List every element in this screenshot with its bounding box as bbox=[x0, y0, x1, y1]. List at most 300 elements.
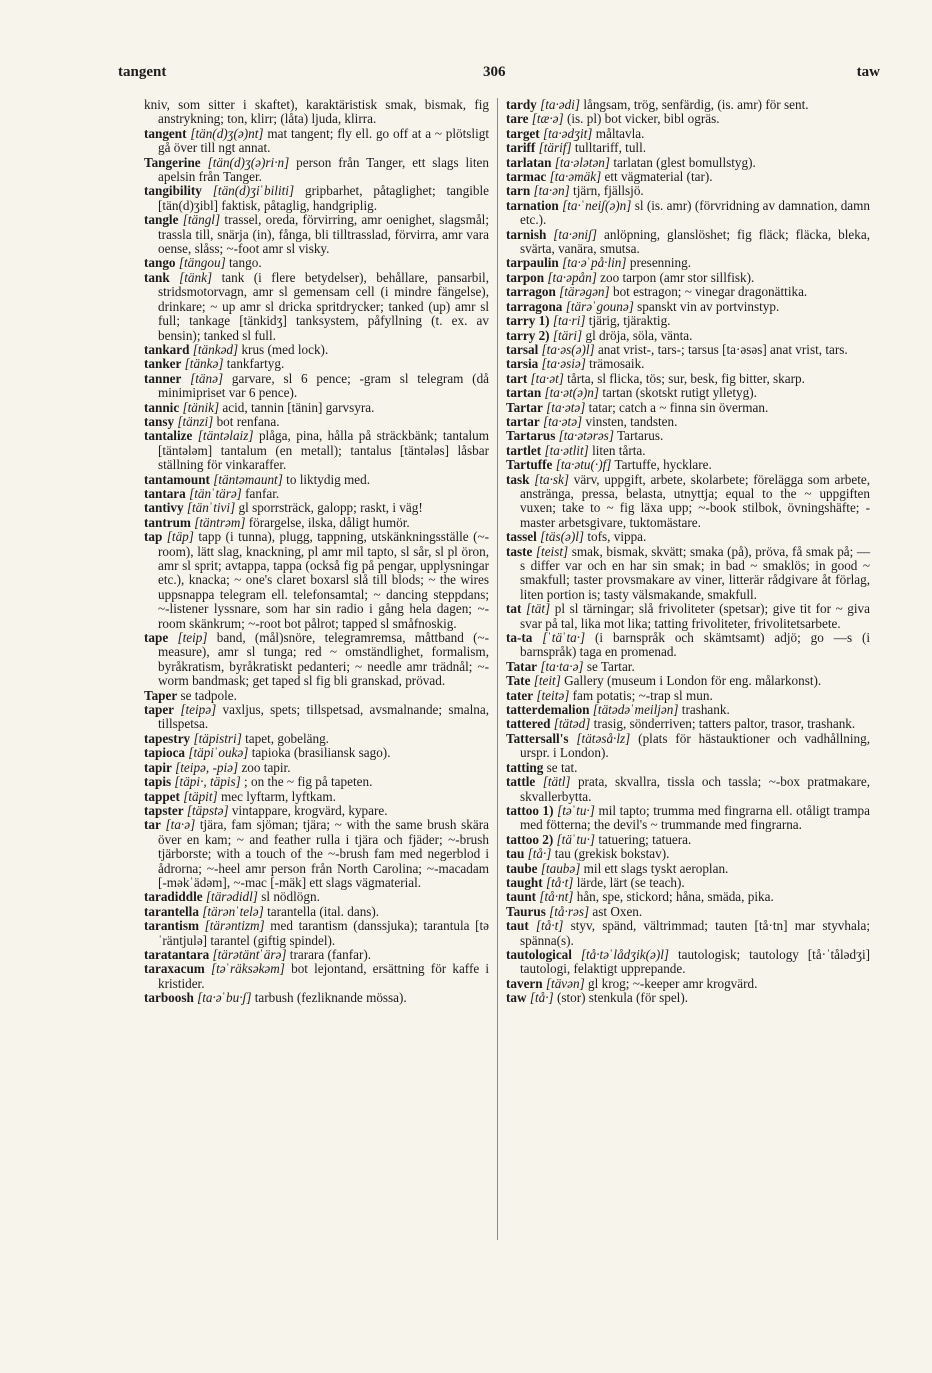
entry-pronunciation: [ta·ətu(·)f] bbox=[555, 457, 612, 473]
entry-definition: trämosaik. bbox=[589, 356, 645, 372]
entry-headword: tattoo 1) bbox=[506, 802, 554, 818]
entry-definition: anlöpning, glanslöshet; fig fläck; fläcka, bleka, svärta, vanära, smutsa. bbox=[520, 226, 870, 257]
dictionary-entry bbox=[506, 127, 870, 141]
dictionary-entry bbox=[506, 141, 870, 155]
entry-pronunciation: [tänik] bbox=[182, 399, 220, 415]
entry-pronunciation: [tävən] bbox=[545, 975, 585, 991]
entry-definition: måltavla. bbox=[595, 125, 645, 141]
dictionary-entry bbox=[506, 689, 870, 703]
entry-headword: tantrum bbox=[144, 514, 191, 530]
entry-pronunciation: [täntrəm] bbox=[194, 514, 246, 530]
entry-definition: tjärn, fjällsjö. bbox=[573, 183, 644, 199]
dictionary-entry bbox=[506, 386, 870, 400]
dictionary-entry bbox=[144, 357, 489, 371]
entry-pronunciation: [tæ·ə] bbox=[531, 111, 564, 127]
dictionary-entry bbox=[506, 429, 870, 443]
entry-pronunciation: [ta·ə] bbox=[165, 817, 196, 833]
entry-headword: tattered bbox=[506, 716, 551, 732]
dictionary-entry bbox=[506, 98, 870, 112]
entry-pronunciation: [tängl] bbox=[182, 212, 221, 228]
entry-headword: tarantism bbox=[144, 918, 199, 934]
dictionary-entry bbox=[506, 199, 870, 228]
dictionary-entry bbox=[506, 847, 870, 861]
entry-pronunciation: [teit] bbox=[533, 673, 561, 689]
entry-pronunciation: [tätl] bbox=[542, 774, 571, 790]
dictionary-entry bbox=[506, 991, 870, 1005]
entry-pronunciation: [täˈtu·] bbox=[556, 831, 596, 847]
entry-definition: tatar; catch a ~ finna sin överman. bbox=[588, 399, 769, 415]
entry-definition: tank (i flere betydelser), behållare, pansarbil, stridsmotorvagn, amr sl gemensam cell (i mindre fängelse), drinkare; ~ up amr sl dricka spritdrycker; tanked (up) amr sl full; tankage [tänkidʒ] tanksystem, påfyllning (t. ex. av bensin); tanked sl full. bbox=[158, 269, 490, 343]
entry-definition: liten tårta. bbox=[592, 442, 646, 458]
entry-pronunciation: [tänkə] bbox=[184, 356, 224, 372]
entry-headword: Taurus bbox=[506, 903, 546, 919]
entry-pronunciation: [täpistri] bbox=[193, 730, 242, 746]
dictionary-entry bbox=[506, 473, 870, 531]
entry-headword: tart bbox=[506, 370, 528, 386]
entry-headword: tarmac bbox=[506, 169, 547, 185]
dictionary-entry bbox=[506, 948, 870, 977]
entry-headword: taught bbox=[506, 874, 543, 890]
dictionary-entry bbox=[506, 285, 870, 299]
dictionary-entry bbox=[144, 905, 489, 919]
dictionary-entry bbox=[506, 372, 870, 386]
entry-pronunciation: [teist] bbox=[535, 543, 569, 559]
entry-pronunciation: [ta·ətə] bbox=[546, 399, 586, 415]
entry-headword: taste bbox=[506, 543, 533, 559]
dictionary-entry bbox=[506, 890, 870, 904]
entry-definition: gripbarhet, påtaglighet; tangible [tän(d)ʒibl] faktisk, påtaglig, handgriplig. bbox=[158, 183, 489, 213]
entry-headword: tannic bbox=[144, 399, 180, 415]
entry-pronunciation: [tå·] bbox=[527, 846, 552, 862]
entry-definition: tulltariff, tull. bbox=[574, 140, 647, 156]
dictionary-entry bbox=[144, 919, 489, 948]
entry-pronunciation: [tå·nt] bbox=[539, 889, 574, 905]
entry-headword: tarpon bbox=[506, 269, 545, 285]
dictionary-entry bbox=[506, 977, 870, 991]
entry-pronunciation: [tätədəˈmeiljən] bbox=[592, 702, 679, 718]
entry-pronunciation: [tärəgən] bbox=[559, 284, 610, 300]
entry-definition: anat vrist-, tars-; tarsus [ta·əsəs] anat vrist, tars. bbox=[597, 341, 848, 357]
dictionary-entry bbox=[144, 775, 489, 789]
dictionary-entry bbox=[144, 890, 489, 904]
entry-pronunciation: [ta·ət] bbox=[530, 370, 564, 386]
entry-headword: tapioca bbox=[144, 745, 186, 761]
entry-headword: tatting bbox=[506, 759, 544, 775]
entry-headword: tantamount bbox=[144, 471, 210, 487]
entry-definition: zoo tapir. bbox=[241, 759, 291, 775]
entry-pronunciation: [tärənˈtelə] bbox=[202, 903, 264, 919]
entry-definition: förargelse, ilska, dåligt humör. bbox=[248, 514, 410, 530]
dictionary-entry bbox=[506, 905, 870, 919]
entry-pronunciation: [tärəntizm] bbox=[204, 918, 265, 934]
entry-headword: tariff bbox=[506, 140, 536, 156]
entry-pronunciation: [täpi·, täpis] bbox=[174, 774, 241, 790]
dictionary-entry bbox=[506, 602, 870, 631]
entry-headword: tar bbox=[144, 817, 161, 833]
entry-headword: taw bbox=[506, 990, 527, 1006]
dictionary-entry bbox=[506, 545, 870, 603]
entry-headword: tarry 1) bbox=[506, 313, 550, 329]
entry-headword: ta-ta bbox=[506, 630, 533, 646]
entry-headword: Tatar bbox=[506, 658, 538, 674]
dictionary-entry bbox=[506, 703, 870, 717]
entry-headword: tansy bbox=[144, 413, 175, 429]
entry-headword: tautological bbox=[506, 946, 572, 962]
dictionary-entry bbox=[144, 689, 489, 703]
entry-pronunciation: [ta·əˈpå·lin] bbox=[562, 255, 627, 271]
dictionary-entry bbox=[506, 804, 870, 833]
header-right-guide-word: taw bbox=[856, 64, 880, 80]
entry-pronunciation: [ta·ət(ə)n] bbox=[544, 385, 600, 401]
entry-definition: tautologisk; tautology [tå·ˈtålədʒi] tautologi, felaktigt upprepande. bbox=[520, 946, 870, 977]
entry-pronunciation: [tätəd] bbox=[553, 716, 591, 732]
entry-definition: trassel, oreda, förvirring, amr oenighet, slagsmål; trassla till, snärja (in), fånga, bli tilltrasslad, förvirra, amr vara oense, slåss; ~-foot amr sl visky. bbox=[158, 212, 490, 257]
entry-headword: tartar bbox=[506, 413, 540, 429]
entry-headword: tangent bbox=[144, 125, 187, 141]
entry-definition: tatuering; tatuera. bbox=[598, 831, 692, 847]
dictionary-entry bbox=[506, 300, 870, 314]
entry-pronunciation: [təˈräksəkəm] bbox=[210, 961, 285, 977]
dictionary-entry bbox=[506, 256, 870, 270]
entry-pronunciation: [ta·əmäk] bbox=[549, 169, 602, 185]
entry-pronunciation: [təˈtu·] bbox=[557, 802, 595, 818]
entry-headword: Tartuffe bbox=[506, 457, 553, 473]
dictionary-entry bbox=[506, 458, 870, 472]
entry-definition: långsam, trög, senfärdig, (is. amr) för sent. bbox=[583, 97, 809, 112]
entry-headword: tarry 2) bbox=[506, 327, 550, 343]
entry-headword: tattoo 2) bbox=[506, 831, 554, 847]
entry-pronunciation: [tänzi] bbox=[177, 413, 214, 429]
dictionary-entry bbox=[506, 415, 870, 429]
entry-headword: target bbox=[506, 125, 540, 141]
entry-pronunciation: [ta·əsiə] bbox=[541, 356, 586, 372]
entry-pronunciation: [tän(d)ʒiˈbiliti] bbox=[212, 183, 295, 199]
entry-pronunciation: [ta·ələtən] bbox=[554, 154, 611, 170]
entry-headword: task bbox=[506, 471, 530, 487]
dictionary-entry bbox=[506, 833, 870, 847]
dictionary-entry bbox=[506, 660, 870, 674]
entry-definition: pl sl tärningar; slå frivoliteter (spetsar); give tit for ~ giva svar på tal, lika mot lika; tatting frivoliteter, frivolitetsarbete. bbox=[520, 601, 870, 631]
entry-pronunciation: [tänə] bbox=[190, 370, 224, 386]
dictionary-entry bbox=[144, 530, 489, 631]
entry-headword: tapestry bbox=[144, 730, 191, 746]
dictionary-entry bbox=[506, 357, 870, 371]
entry-pronunciation: [ta·ta·ə] bbox=[540, 658, 584, 674]
entry-definition: tarbush (fezliknande mössa). bbox=[254, 990, 407, 1006]
entry-headword: taraxacum bbox=[144, 961, 205, 977]
entry-headword: tassel bbox=[506, 529, 537, 545]
entry-definition: ; on the ~ fig på tapeten. bbox=[244, 774, 373, 790]
entry-definition: sl nödlögn. bbox=[261, 889, 320, 905]
entry-definition: ast Oxen. bbox=[592, 903, 643, 919]
dictionary-entry bbox=[506, 314, 870, 328]
dictionary-entry bbox=[506, 732, 870, 761]
entry-definition: fanfar. bbox=[245, 485, 280, 501]
entry-definition: lärde, lärt (se teach). bbox=[576, 874, 685, 890]
entry-headword: tapis bbox=[144, 774, 172, 790]
dictionary-entry bbox=[144, 473, 489, 487]
entry-pronunciation: [täpstə] bbox=[186, 802, 229, 818]
dictionary-entry bbox=[144, 761, 489, 775]
entry-definition: värv, uppgift, arbete, skolarbete; förelägga som arbete, anstränga, pressa, belasta, utnyttja; equal to the ~ uppgiften vuxen; take to ~ fig läxa upp; ~-book stilbok, övningshäfte; -master arbetsgivare, tuktomästare. bbox=[520, 471, 871, 530]
entry-headword: tattle bbox=[506, 774, 536, 790]
entry-headword: tango bbox=[144, 255, 176, 271]
entry-pronunciation: [ta·ri] bbox=[552, 313, 586, 329]
entry-headword: tanner bbox=[144, 370, 182, 386]
entry-definition: gl sporrsträck, galopp; raskt, i väg! bbox=[238, 500, 423, 516]
entry-pronunciation: [taubə] bbox=[540, 860, 581, 876]
entry-definition: tårta, sl flicka, tös; sur, besk, fig bitter, skarp. bbox=[567, 370, 805, 386]
entry-definition: tapet, gobeläng. bbox=[245, 730, 329, 746]
entry-pronunciation: [ta·ətlit] bbox=[544, 442, 589, 458]
entry-pronunciation: [täntəmaunt] bbox=[213, 471, 283, 487]
entry-definition: garvare, sl 6 pence; -gram sl telegram (då minimipriset var 6 pence). bbox=[158, 370, 490, 401]
entry-definition: person från Tanger, ett slags liten apelsin från Tanger. bbox=[158, 154, 489, 185]
entry-definition: kniv, som sitter i skaftet), karaktäristisk smak, bismak, fig anstrykning; ton, klirr; (låta) ljuda, klirra. bbox=[144, 97, 489, 127]
entry-headword: taube bbox=[506, 860, 538, 876]
entry-definition: Gallery (museum i London för eng. målarkonst). bbox=[564, 673, 822, 689]
entry-pronunciation: [ta·ədʒit] bbox=[542, 125, 593, 141]
entry-headword: tank bbox=[144, 269, 170, 285]
entry-headword: Tattersall's bbox=[506, 730, 569, 746]
entry-definition: trashank. bbox=[681, 702, 730, 718]
entry-pronunciation: [teipə] bbox=[180, 702, 217, 718]
entry-definition: mec lyftarm, lyftkam. bbox=[220, 788, 336, 804]
entry-definition: gl krog; ~-keeper amr krogvärd. bbox=[588, 975, 758, 991]
entry-definition: Tartarus. bbox=[617, 428, 664, 444]
entry-headword: tape bbox=[144, 630, 169, 646]
entry-headword: tarnish bbox=[506, 226, 547, 242]
entry-pronunciation: [täri] bbox=[552, 327, 583, 343]
entry-definition: (is. pl) bot vicker, bibl ogräs. bbox=[566, 111, 720, 127]
dictionary-entry bbox=[144, 804, 489, 818]
entry-definition: prata, skvallra, tissla och tassla; ~-box pratmakare, skvallerbytta. bbox=[520, 774, 870, 804]
entry-headword: tarboosh bbox=[144, 990, 194, 1006]
entry-headword: tartan bbox=[506, 385, 542, 401]
entry-pronunciation: [tå·t] bbox=[545, 874, 574, 890]
dictionary-entry bbox=[144, 631, 489, 689]
entry-definition: presenning. bbox=[629, 255, 692, 271]
entry-definition: to liktydig med. bbox=[286, 471, 371, 487]
entry-pronunciation: [tätəså·lz] bbox=[576, 730, 631, 746]
entry-headword: taut bbox=[506, 918, 529, 934]
entry-definition: spanskt vin av portvinstyp. bbox=[637, 298, 780, 314]
entry-headword: tarsia bbox=[506, 356, 539, 372]
entry-headword: tartlet bbox=[506, 442, 542, 458]
entry-definition: tartan (skotskt rutigt ylletyg). bbox=[602, 385, 757, 401]
entry-headword: tatterdemalion bbox=[506, 702, 590, 718]
entry-pronunciation: [täs(ə)l] bbox=[540, 529, 585, 545]
dictionary-entry bbox=[506, 271, 870, 285]
entry-pronunciation: [täpiˈoukə] bbox=[188, 745, 249, 761]
entry-definition: vinsten, tandsten. bbox=[585, 413, 678, 429]
entry-pronunciation: [tå·təˈlådʒik(ə)l] bbox=[580, 946, 670, 962]
entry-headword: tantara bbox=[144, 485, 186, 501]
entry-definition: (i barnspråk och skämtsamt) adjö; go —s (i barnspråk) taga en promenad. bbox=[520, 630, 871, 660]
entry-pronunciation: [tärətäntˈärə] bbox=[212, 946, 287, 962]
dictionary-entry bbox=[144, 372, 489, 401]
entry-pronunciation: [tå·t] bbox=[535, 918, 564, 934]
entry-headword: tantivy bbox=[144, 500, 184, 516]
entry-headword: taradiddle bbox=[144, 889, 203, 905]
entry-definition: tjära, fam sjöman; tjära; ~ with the same brush skära över en kam; ~ and feather rulla i tjära och fjäder; ~-brush tjärborste; with a touch of the ~-brush fam med negerblod i ådrorna; ~-heel amr person från North Carolina; ~-macadam [-məkˈädəm], ~-mac [-mäk] ett slags vägmaterial. bbox=[158, 817, 490, 890]
dictionary-entry bbox=[144, 429, 489, 472]
dictionary-entry bbox=[144, 501, 489, 515]
page-number: 306 bbox=[483, 64, 506, 80]
entry-headword: tapster bbox=[144, 802, 184, 818]
dictionary-entry bbox=[144, 156, 489, 185]
entry-pronunciation: [tärədidl] bbox=[205, 889, 258, 905]
dictionary-entry bbox=[144, 818, 489, 890]
entry-definition: mil tapto; trumma med fingrarna ell. otåligt trampa med fötterna; the devil's ~ trummande med fingrarna. bbox=[520, 802, 870, 833]
entry-pronunciation: [tärif] bbox=[538, 140, 572, 156]
entry-headword: taper bbox=[144, 702, 175, 718]
header-left-guide-word: tangent bbox=[118, 64, 167, 80]
dictionary-entry bbox=[144, 213, 489, 256]
dictionary-entry bbox=[506, 717, 870, 731]
entry-definition: krus (med lock). bbox=[241, 341, 329, 357]
dictionary-entry bbox=[144, 184, 489, 213]
entry-definition: styv, spänd, vältrimmad; tauten [tå·tn] mar styvhala; spänna(s). bbox=[520, 918, 871, 948]
dictionary-entry bbox=[506, 862, 870, 876]
entry-pronunciation: [teitə] bbox=[536, 687, 570, 703]
dictionary-entry bbox=[506, 444, 870, 458]
entry-headword: tarragona bbox=[506, 298, 563, 314]
entry-pronunciation: [tå·] bbox=[529, 990, 554, 1006]
entry-definition: Tartuffe, hycklare. bbox=[614, 457, 712, 473]
entry-headword: tare bbox=[506, 111, 529, 127]
dictionary-entry bbox=[144, 415, 489, 429]
dictionary-entry bbox=[144, 703, 489, 732]
entry-pronunciation: [tänkəd] bbox=[192, 341, 239, 357]
dictionary-entry bbox=[506, 170, 870, 184]
entry-pronunciation: [täntəlaiz] bbox=[197, 428, 254, 444]
entry-definition: ett vägmaterial (tar). bbox=[604, 169, 713, 185]
entry-definition: tau (grekisk bokstav). bbox=[554, 846, 670, 862]
entry-headword: tater bbox=[506, 687, 534, 703]
entry-definition: plåga, pina, hålla på sträckbänk; tantalum [täntələm] tantalum (en metall); tantalus [täntələs] låsbar ställning för vinkaraffer. bbox=[158, 428, 490, 473]
dictionary-entry bbox=[144, 790, 489, 804]
dictionary-entry bbox=[506, 112, 870, 126]
entry-definition: tarlatan (glest bomullstyg). bbox=[613, 154, 756, 170]
dictionary-entry bbox=[506, 876, 870, 890]
entry-definition: fam potatis; ~-trap sl mun. bbox=[572, 687, 713, 703]
entry-headword: tarlatan bbox=[506, 154, 552, 170]
entry-headword: tat bbox=[506, 601, 522, 617]
entry-headword: tau bbox=[506, 846, 525, 862]
dictionary-entry bbox=[144, 991, 489, 1005]
entry-definition: mil ett slags tyskt aeroplan. bbox=[583, 860, 729, 876]
entry-definition: gl dröja, söla, vänta. bbox=[585, 327, 693, 343]
right-column bbox=[506, 98, 870, 1006]
dictionary-entry bbox=[506, 674, 870, 688]
entry-pronunciation: [tän(d)ʒ(ə)ri·n] bbox=[207, 154, 290, 170]
entry-headword: tantalize bbox=[144, 428, 193, 444]
entry-definition: vintappare, krogvärd, kypare. bbox=[231, 802, 388, 818]
entry-definition: bot lejontand, ersättning för kaffe i kristider. bbox=[158, 961, 490, 991]
entry-definition: tapioka (brasiliansk sago). bbox=[251, 745, 391, 761]
dictionary-entry bbox=[506, 919, 870, 948]
dictionary-entry bbox=[144, 343, 489, 357]
entry-definition: smak, bismak, skvätt; smaka (på), pröva, få smak på; —s differ var och en har sin smak; in bad ~ smaklös; in good ~ smakfull; taster provsmakare av viner, litterär rådgivare åt förlag, liten portion is; tasty välsmakande, smakfull. bbox=[520, 543, 871, 602]
dictionary-entry bbox=[144, 256, 489, 270]
entry-definition: (stor) stenkula (för spel). bbox=[556, 990, 689, 1006]
entry-pronunciation: [ta·əˈbu·ʃ] bbox=[197, 990, 252, 1006]
entry-headword: taratantara bbox=[144, 946, 210, 962]
entry-definition: zoo tarpon (amr stor sillfisk). bbox=[600, 269, 755, 285]
dictionary-entry bbox=[144, 98, 489, 127]
entry-pronunciation: [tänˈtärə] bbox=[189, 485, 242, 501]
dictionary-entry bbox=[506, 228, 870, 257]
entry-headword: tardy bbox=[506, 97, 537, 112]
entry-headword: tarragon bbox=[506, 284, 556, 300]
entry-pronunciation: [teipə, -piə] bbox=[175, 759, 239, 775]
entry-pronunciation: [ta·ədi] bbox=[540, 97, 581, 112]
dictionary-entry bbox=[144, 948, 489, 962]
entry-pronunciation: [ta·əpån] bbox=[547, 269, 597, 285]
entry-headword: Tartar bbox=[506, 399, 543, 415]
entry-headword: tapir bbox=[144, 759, 172, 775]
entry-pronunciation: [ta·ən] bbox=[533, 183, 570, 199]
entry-definition: tarantella (ital. dans). bbox=[267, 903, 380, 919]
entry-definition: (plats för hästauktioner och vadhållning, urspr. i London). bbox=[520, 730, 871, 761]
entry-definition: mat tangent; fly ell. go off at a ~ plötsligt gå över till ngt annat. bbox=[158, 125, 490, 156]
dictionary-entry bbox=[144, 271, 489, 343]
entry-definition: sl (is. amr) (förvridning av damnation, damn etc.). bbox=[520, 197, 871, 228]
entry-headword: Taper bbox=[144, 687, 178, 703]
left-column bbox=[144, 98, 489, 1006]
entry-headword: tap bbox=[144, 529, 163, 545]
dictionary-entry bbox=[506, 343, 870, 357]
entry-pronunciation: [ta·əs(ə)l] bbox=[541, 341, 595, 357]
entry-headword: tarn bbox=[506, 183, 531, 199]
dictionary-entry bbox=[144, 962, 489, 991]
dictionary-entry bbox=[506, 631, 870, 660]
entry-pronunciation: [täpit] bbox=[183, 788, 218, 804]
page-header bbox=[0, 64, 932, 84]
entry-definition: tjärig, tjäraktig. bbox=[588, 313, 671, 329]
dictionary-entry bbox=[144, 516, 489, 530]
entry-definition: trasig, sönderriven; tatters paltor, trasor, trashank. bbox=[593, 716, 856, 732]
dictionary-entry bbox=[506, 530, 870, 544]
entry-headword: Tartarus bbox=[506, 428, 556, 444]
entry-pronunciation: [tängou] bbox=[178, 255, 226, 271]
entry-definition: tango. bbox=[229, 255, 262, 271]
entry-pronunciation: [ta·əniʃ] bbox=[553, 226, 598, 242]
entry-headword: tankard bbox=[144, 341, 190, 357]
dictionary-entry bbox=[506, 775, 870, 804]
entry-headword: tarpaulin bbox=[506, 255, 559, 271]
entry-headword: tappet bbox=[144, 788, 180, 804]
entry-definition: trarara (fanfar). bbox=[289, 946, 372, 962]
entry-definition: band, (mål)snöre, telegramremsa, måttband (~-measure), amr sl tunga; red ~ omständlighet, formalism, byråkratism, byråkratiskt pedanteri; ~ needle amr trädnål; ~-worm bandmask; get taped sl fig bli granskad, prövad. bbox=[158, 630, 489, 689]
column-divider bbox=[497, 98, 498, 1240]
dictionary-entry bbox=[144, 401, 489, 415]
entry-definition: acid, tannin [tänin] garvsyra. bbox=[222, 399, 375, 415]
entry-pronunciation: [tå·rəs] bbox=[549, 903, 590, 919]
entry-headword: tangibility bbox=[144, 183, 202, 199]
entry-pronunciation: [tärəˈgounə] bbox=[565, 298, 634, 314]
entry-headword: tarnation bbox=[506, 197, 559, 213]
dictionary-entry bbox=[506, 761, 870, 775]
entry-headword: Tate bbox=[506, 673, 531, 689]
entry-pronunciation: [teip] bbox=[177, 630, 208, 646]
entry-definition: se Tartar. bbox=[586, 658, 635, 674]
entry-definition: tapp (i tunna), plugg, tappning, utskänkningsställe (~-room), lätt slag, knackning, pl amr mil tapto, sl sår, sl pl öron, amr sl sprit; avtappa, tappa (också fig på pengar, upplysningar etc.), knacka; ~ one's claret boxarsl slå till blods; ~ the wires uppsnappa telegram ell. telefonsamtal; ~ dancing steppdans; ~-listener lyssnare, som har sin radio i gång hela dagen; ~-room skänkrum; ~-root bot pålrot; tapped sl småfnoskig. bbox=[158, 529, 490, 631]
entry-definition: tofs, vippa. bbox=[587, 529, 647, 545]
dictionary-entry bbox=[506, 329, 870, 343]
entry-definition: bot estragon; ~ vinegar dragonättika. bbox=[612, 284, 808, 300]
